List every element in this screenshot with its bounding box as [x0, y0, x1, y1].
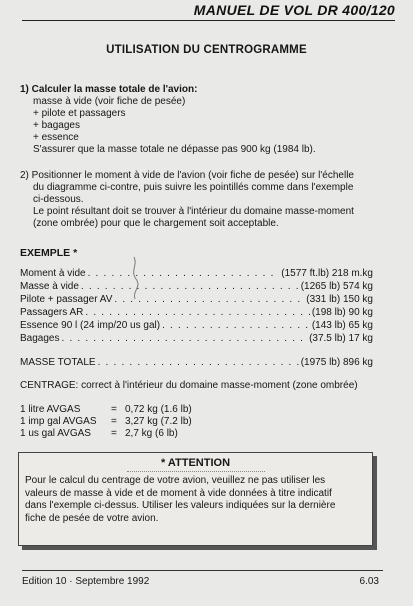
step-1 [20, 84, 400, 156]
leader-dots [85, 307, 309, 319]
example-row-label: Moment à vide [20, 268, 86, 279]
conversion-unit: 1 litre AVGAS [20, 404, 81, 415]
example-total-label: MASSE TOTALE [20, 357, 96, 368]
attention-title: * ATTENTION [127, 457, 265, 472]
step-1-item: masse à vide (voir fiche de pesée) [33, 96, 186, 107]
step-1-lead: 1) Calculer la masse totale de l'avion: [20, 84, 198, 95]
section-title: UTILISATION DU CENTROGRAMME [106, 44, 307, 56]
conversion-value: 0,72 kg (1.6 lb) [125, 404, 192, 415]
conversion-unit: 1 us gal AVGAS [20, 428, 91, 439]
step-2-line: du diagramme ci-contre, puis suivre les pointillés comme dans l'exemple [33, 182, 354, 193]
conversion-eq: = [111, 428, 117, 439]
conversion-value: 2,7 kg (6 lb) [125, 428, 178, 439]
manual-header-title: MANUEL DE VOL DR 400/120 [193, 2, 395, 18]
centrage-note: CENTRAGE: correct à l'intérieur du domaine masse-moment (zone ombrée) [20, 380, 358, 391]
leader-dots [61, 333, 307, 345]
attention-line: fiche de pesée de votre avion. [25, 512, 159, 524]
leader-dots [98, 357, 299, 369]
footer-edition: Edition 10 · Septembre 1992 [22, 576, 150, 587]
step-1-item: + essence [33, 132, 79, 143]
example-row-label: Passagers AR [20, 307, 84, 318]
leader-dots [162, 320, 310, 332]
example-row-label: Pilote + passager AV [20, 294, 113, 305]
example-row-label: Bagages [20, 333, 60, 344]
footer-rule [22, 570, 383, 571]
example-row [20, 268, 373, 280]
example-title: EXEMPLE * [20, 247, 78, 259]
conversion-eq: = [111, 416, 117, 427]
example-row-value: (198 lb) 90 kg [311, 307, 373, 318]
example-row-label: Masse à vide [20, 281, 79, 292]
step-2-line: 2) Positionner le moment à vide de l'avion (voir fiche de pesée) sur l'échelle [20, 170, 354, 181]
example-row [20, 320, 373, 332]
example-row-value: (37.5 lb) 17 kg [309, 333, 373, 344]
conversion-value: 3,27 kg (7.2 lb) [125, 416, 192, 427]
example-row [20, 333, 373, 345]
attention-line: valeurs de masse à vide et de moment à vide données à titre indicatif [25, 487, 332, 499]
attention-box [18, 452, 373, 546]
step-1-item: + bagages [33, 120, 80, 131]
conversion-eq: = [111, 404, 117, 415]
conversion-row [20, 416, 192, 428]
example-row [20, 307, 373, 319]
attention-line: Pour le calcul du centrage de votre avion, veuillez ne pas utiliser les [25, 475, 326, 486]
leader-dots [114, 294, 304, 306]
conversion-unit: 1 imp gal AVGAS [20, 416, 97, 427]
conversion-row [20, 428, 178, 440]
example-row-value: (1265 lb) 574 kg [300, 281, 373, 292]
footer-page-number: 6.03 [359, 576, 379, 587]
step-2-line: ci-dessous. [33, 194, 84, 205]
example-row-value: (331 lb) 150 kg [306, 294, 373, 305]
attention-line: dans l'exemple ci-dessus. Utiliser les valeurs indiquées sur la dernière [25, 500, 336, 511]
step-2-line: Le point résultant doit se trouver à l'intérieur du domaine masse-moment [33, 206, 354, 217]
header-rule [22, 20, 395, 21]
step-2 [20, 170, 400, 230]
example-row [20, 281, 373, 293]
example-row-label: Essence 90 l (24 imp/20 us gal) [20, 320, 161, 331]
step-1-item: + pilote et passagers [33, 108, 126, 119]
conversion-row [20, 404, 192, 416]
leader-dots [88, 268, 280, 280]
step-2-line: (zone ombrée) pour que le chargement soit acceptable. [33, 218, 279, 229]
example-row-value: (143 lb) 65 kg [311, 320, 373, 331]
attention-body [19, 472, 372, 525]
example-total-value: (1975 lb) 896 kg [300, 357, 373, 368]
example-row-value: (1577 ft.lb) 218 m.kg [281, 268, 373, 279]
step-1-check: S'assurer que la masse totale ne dépasse pas 900 kg (1984 lb). [33, 144, 316, 155]
leader-dots [81, 281, 299, 293]
example-total-row [20, 357, 373, 369]
example-row [20, 294, 373, 306]
